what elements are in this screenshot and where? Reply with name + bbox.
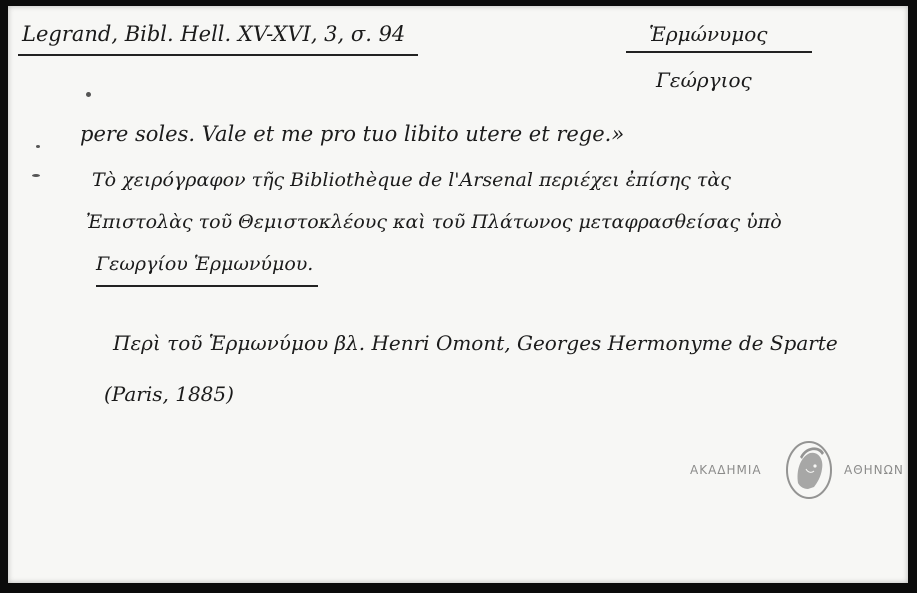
bibliography-line-2: (Paris, 1885) bbox=[104, 382, 234, 406]
athena-head-seal-icon bbox=[784, 439, 834, 501]
watermark-right-text: ΑΘΗΝΩΝ bbox=[844, 463, 904, 477]
ink-mark bbox=[32, 174, 40, 177]
surname-heading: Ἑρμώνυμος bbox=[649, 22, 768, 46]
watermark-left-text: ΑΚΑΔΗΜΙΑ bbox=[690, 463, 762, 477]
academy-watermark bbox=[684, 439, 910, 501]
description-line-2: Ἐπιστολὰς τοῦ Θεμιστοκλέους καὶ τοῦ Πλάτωνος μεταφρασθείσας ὑπὸ bbox=[86, 211, 782, 233]
bibliographic-reference: Legrand, Bibl. Hell. XV-XVI, 3, σ. 94 bbox=[22, 22, 406, 46]
ink-dot bbox=[86, 92, 91, 97]
description-line-1: Τὸ χειρόγραφον τῆς Bibliothèque de l'Arsenal περιέχει ἐπίσης τὰς bbox=[92, 169, 731, 191]
ink-mark bbox=[36, 145, 40, 148]
given-name: Γεώργιος bbox=[656, 68, 752, 92]
quotation-line: pere soles. Vale et me pro tuo libito utere et rege.» bbox=[80, 122, 625, 146]
description-line-3: Γεωργίου Ἑρμωνύμου. bbox=[96, 253, 314, 275]
description-underline bbox=[96, 285, 318, 287]
reference-underline bbox=[18, 54, 418, 56]
catalog-card bbox=[8, 6, 908, 583]
surname-underline bbox=[626, 51, 812, 53]
bibliography-line-1: Περὶ τοῦ Ἑρμωνύμου βλ. Henri Omont, Georges Hermonyme de Sparte bbox=[113, 331, 838, 355]
